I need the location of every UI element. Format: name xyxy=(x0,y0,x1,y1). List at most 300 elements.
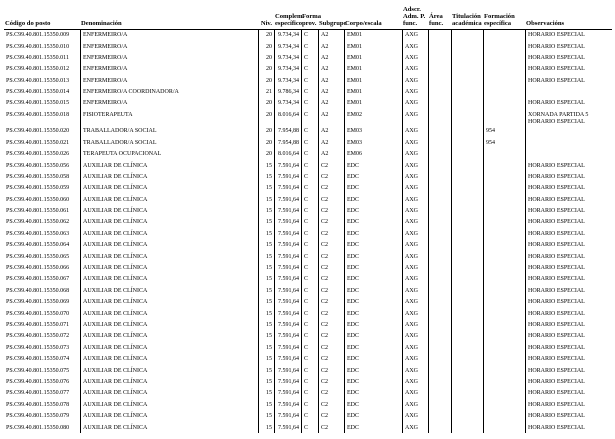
cell-denominacion: AUXILIAR DE CLÍNICA xyxy=(80,183,258,194)
cell-codigo: PS.C99.40.801.15350.059 xyxy=(6,185,70,192)
table-row xyxy=(4,308,612,319)
cell-forma: C xyxy=(301,342,318,353)
cell-adscr: AXG xyxy=(402,30,428,41)
cell-formacion xyxy=(483,217,525,228)
cell-titulacion xyxy=(451,399,483,410)
cell-titulacion xyxy=(451,422,483,433)
cell-codigo: PS.C99.40.801.15350.079 xyxy=(6,413,70,420)
column-header-formacion: Formación específica xyxy=(484,13,515,28)
cell-denominacion: AUXILIAR DE CLÍNICA xyxy=(80,388,258,399)
cell-denominacion: AUXILIAR DE CLÍNICA xyxy=(80,422,258,433)
cell-codigo: PS.C99.40.801.15350.014 xyxy=(6,89,70,96)
cell-area xyxy=(428,126,451,137)
cell-corpo: EM02 xyxy=(344,109,402,126)
cell-corpo: EDC xyxy=(344,388,402,399)
table-body xyxy=(4,30,612,434)
cell-complem: 7.591,64 xyxy=(274,206,301,217)
cell-formacion xyxy=(483,194,525,205)
cell-forma: C xyxy=(301,149,318,160)
cell-forma: C xyxy=(301,251,318,262)
cell-forma: C xyxy=(301,30,318,41)
cell-observacions: HORARIO ESPECIAL xyxy=(525,376,609,387)
cell-area xyxy=(428,87,451,98)
cell-niv: 20 xyxy=(258,41,274,52)
cell-adscr: AXG xyxy=(402,160,428,171)
cell-corpo: EDC xyxy=(344,251,402,262)
cell-corpo: EDC xyxy=(344,365,402,376)
cell-subgrupo: A2 xyxy=(318,126,344,137)
table-row xyxy=(4,206,612,217)
cell-forma: C xyxy=(301,87,318,98)
cell-niv: 15 xyxy=(258,365,274,376)
cell-titulacion xyxy=(451,137,483,148)
cell-complem: 9.734,34 xyxy=(274,41,301,52)
cell-area xyxy=(428,365,451,376)
cell-subgrupo: A2 xyxy=(318,64,344,75)
cell-niv: 15 xyxy=(258,183,274,194)
cell-observacions: HORARIO ESPECIAL xyxy=(525,206,609,217)
cell-formacion xyxy=(483,308,525,319)
cell-niv: 15 xyxy=(258,263,274,274)
cell-forma: C xyxy=(301,285,318,296)
cell-subgrupo: A2 xyxy=(318,98,344,109)
cell-denominacion: AUXILIAR DE CLÍNICA xyxy=(80,160,258,171)
cell-observacions: HORARIO ESPECIAL xyxy=(525,297,609,308)
cell-observacions: HORARIO ESPECIAL xyxy=(525,285,609,296)
cell-subgrupo: C2 xyxy=(318,160,344,171)
cell-titulacion xyxy=(451,52,483,63)
cell-observacions: HORARIO ESPECIAL xyxy=(525,399,609,410)
cell-area xyxy=(428,251,451,262)
cell-formacion xyxy=(483,41,525,52)
cell-niv: 15 xyxy=(258,160,274,171)
cell-complem: 7.591,64 xyxy=(274,171,301,182)
cell-complem: 7.591,64 xyxy=(274,399,301,410)
cell-area xyxy=(428,109,451,126)
cell-complem: 8.016,64 xyxy=(274,109,301,126)
cell-subgrupo: C2 xyxy=(318,388,344,399)
cell-area xyxy=(428,137,451,148)
cell-area xyxy=(428,285,451,296)
table-row xyxy=(4,285,612,296)
cell-subgrupo: C2 xyxy=(318,354,344,365)
table-row xyxy=(4,240,612,251)
cell-titulacion xyxy=(451,64,483,75)
cell-titulacion xyxy=(451,98,483,109)
cell-corpo: EM03 xyxy=(344,137,402,148)
cell-area xyxy=(428,274,451,285)
cell-codigo: PS.C99.40.801.15350.020 xyxy=(6,128,70,135)
cell-adscr: AXG xyxy=(402,263,428,274)
column-header-codigo: Código do posto xyxy=(5,20,51,28)
cell-observacions: HORARIO ESPECIAL xyxy=(525,388,609,399)
cell-codigo: PS.C99.40.801.15350.076 xyxy=(6,378,70,385)
cell-corpo: EDC xyxy=(344,240,402,251)
cell-niv: 20 xyxy=(258,30,274,41)
cell-formacion xyxy=(483,342,525,353)
cell-corpo: EDC xyxy=(344,160,402,171)
cell-adscr: AXG xyxy=(402,194,428,205)
cell-formacion xyxy=(483,251,525,262)
cell-formacion xyxy=(483,98,525,109)
cell-adscr: AXG xyxy=(402,376,428,387)
cell-forma: C xyxy=(301,297,318,308)
cell-denominacion: AUXILIAR DE CLÍNICA xyxy=(80,308,258,319)
cell-subgrupo: C2 xyxy=(318,263,344,274)
table-row xyxy=(4,365,612,376)
cell-complem: 7.591,64 xyxy=(274,297,301,308)
cell-complem: 7.954,88 xyxy=(274,137,301,148)
cell-formacion: 954 xyxy=(483,137,525,148)
cell-titulacion xyxy=(451,297,483,308)
cell-niv: 15 xyxy=(258,217,274,228)
cell-complem: 7.591,64 xyxy=(274,160,301,171)
cell-corpo: EDC xyxy=(344,411,402,422)
cell-titulacion xyxy=(451,183,483,194)
cell-formacion xyxy=(483,365,525,376)
cell-denominacion: AUXILIAR DE CLÍNICA xyxy=(80,217,258,228)
cell-observacions: HORARIO ESPECIAL xyxy=(525,75,609,86)
cell-codigo: PS.C99.40.801.15350.060 xyxy=(6,196,70,203)
cell-corpo: EDC xyxy=(344,285,402,296)
cell-complem: 7.591,64 xyxy=(274,240,301,251)
cell-denominacion: TRABALLADOR/A SOCIAL xyxy=(80,137,258,148)
cell-adscr: AXG xyxy=(402,75,428,86)
cell-complem: 7.591,64 xyxy=(274,251,301,262)
cell-formacion xyxy=(483,274,525,285)
cell-adscr: AXG xyxy=(402,41,428,52)
cell-corpo: EDC xyxy=(344,342,402,353)
cell-area xyxy=(428,171,451,182)
cell-adscr: AXG xyxy=(402,365,428,376)
cell-formacion xyxy=(483,354,525,365)
cell-titulacion xyxy=(451,319,483,330)
cell-subgrupo: C2 xyxy=(318,285,344,296)
cell-codigo: PS.C99.40.801.15350.026 xyxy=(6,151,70,158)
cell-forma: C xyxy=(301,52,318,63)
column-header-area: Área func. xyxy=(429,13,444,28)
cell-titulacion xyxy=(451,194,483,205)
cell-corpo: EDC xyxy=(344,354,402,365)
cell-complem: 7.591,64 xyxy=(274,319,301,330)
cell-codigo: PS.C99.40.801.15350.010 xyxy=(6,43,70,50)
cell-corpo: EDC xyxy=(344,319,402,330)
cell-niv: 15 xyxy=(258,194,274,205)
cell-observacions: HORARIO ESPECIAL xyxy=(525,98,609,109)
cell-niv: 15 xyxy=(258,228,274,239)
cell-observacions xyxy=(525,126,609,137)
cell-titulacion xyxy=(451,365,483,376)
cell-observacions xyxy=(525,87,609,98)
cell-observacions: HORARIO ESPECIAL xyxy=(525,41,609,52)
table-row xyxy=(4,274,612,285)
cell-formacion xyxy=(483,285,525,296)
cell-corpo: EM01 xyxy=(344,87,402,98)
cell-niv: 15 xyxy=(258,297,274,308)
cell-forma: C xyxy=(301,171,318,182)
cell-corpo: EM01 xyxy=(344,75,402,86)
cell-subgrupo: A2 xyxy=(318,75,344,86)
cell-observacions: HORARIO ESPECIAL xyxy=(525,64,609,75)
cell-observacions: HORARIO ESPECIAL xyxy=(525,194,609,205)
cell-complem: 7.591,64 xyxy=(274,376,301,387)
table-row xyxy=(4,171,612,182)
cell-titulacion xyxy=(451,75,483,86)
cell-niv: 15 xyxy=(258,388,274,399)
cell-codigo: PS.C99.40.801.15350.011 xyxy=(6,54,69,61)
cell-subgrupo: C2 xyxy=(318,422,344,433)
cell-subgrupo: C2 xyxy=(318,228,344,239)
cell-complem: 7.591,64 xyxy=(274,411,301,422)
cell-adscr: AXG xyxy=(402,274,428,285)
cell-niv: 15 xyxy=(258,399,274,410)
cell-subgrupo: C2 xyxy=(318,331,344,342)
cell-titulacion xyxy=(451,87,483,98)
table-row xyxy=(4,126,612,137)
cell-subgrupo: C2 xyxy=(318,365,344,376)
cell-forma: C xyxy=(301,75,318,86)
cell-niv: 15 xyxy=(258,376,274,387)
cell-area xyxy=(428,331,451,342)
cell-observacions: XORNADA PARTIDA 5 HORARIO ESPECIAL xyxy=(525,109,609,126)
cell-observacions: HORARIO ESPECIAL xyxy=(525,319,609,330)
cell-niv: 15 xyxy=(258,308,274,319)
cell-observacions: HORARIO ESPECIAL xyxy=(525,30,609,41)
cell-subgrupo: C2 xyxy=(318,183,344,194)
cell-niv: 15 xyxy=(258,206,274,217)
cell-formacion xyxy=(483,52,525,63)
cell-area xyxy=(428,308,451,319)
cell-complem: 7.591,64 xyxy=(274,342,301,353)
cell-adscr: AXG xyxy=(402,183,428,194)
cell-niv: 15 xyxy=(258,354,274,365)
table-row xyxy=(4,75,612,86)
cell-forma: C xyxy=(301,308,318,319)
cell-area xyxy=(428,263,451,274)
cell-corpo: EM01 xyxy=(344,41,402,52)
cell-formacion: 954 xyxy=(483,126,525,137)
cell-codigo: PS.C99.40.801.15350.067 xyxy=(6,276,70,283)
cell-corpo: EDC xyxy=(344,171,402,182)
cell-adscr: AXG xyxy=(402,285,428,296)
cell-codigo: PS.C99.40.801.15350.073 xyxy=(6,344,70,351)
cell-complem: 9.734,34 xyxy=(274,52,301,63)
cell-area xyxy=(428,240,451,251)
cell-forma: C xyxy=(301,194,318,205)
cell-niv: 15 xyxy=(258,251,274,262)
cell-adscr: AXG xyxy=(402,137,428,148)
column-header-subgrupo: Subgrupo xyxy=(319,20,347,28)
cell-subgrupo: A2 xyxy=(318,52,344,63)
cell-forma: C xyxy=(301,217,318,228)
cell-complem: 7.591,64 xyxy=(274,217,301,228)
cell-denominacion: ENFERMEIRO/A xyxy=(80,64,258,75)
cell-formacion xyxy=(483,64,525,75)
cell-area xyxy=(428,354,451,365)
cell-complem: 7.591,64 xyxy=(274,274,301,285)
cell-codigo: PS.C99.40.801.15350.071 xyxy=(6,321,70,328)
cell-formacion xyxy=(483,411,525,422)
cell-codigo: PS.C99.40.801.15350.064 xyxy=(6,242,70,249)
cell-subgrupo: A2 xyxy=(318,41,344,52)
cell-formacion xyxy=(483,422,525,433)
cell-adscr: AXG xyxy=(402,206,428,217)
cell-titulacion xyxy=(451,126,483,137)
column-header-niv: Niv. xyxy=(260,20,272,28)
cell-subgrupo: C2 xyxy=(318,319,344,330)
cell-titulacion xyxy=(451,388,483,399)
cell-denominacion: AUXILIAR DE CLÍNICA xyxy=(80,251,258,262)
cell-observacions: HORARIO ESPECIAL xyxy=(525,251,609,262)
cell-titulacion xyxy=(451,109,483,126)
cell-area xyxy=(428,98,451,109)
cell-area xyxy=(428,149,451,160)
cell-formacion xyxy=(483,75,525,86)
cell-corpo: EDC xyxy=(344,183,402,194)
cell-subgrupo: A2 xyxy=(318,87,344,98)
cell-denominacion: AUXILIAR DE CLÍNICA xyxy=(80,331,258,342)
cell-complem: 9.734,34 xyxy=(274,64,301,75)
cell-niv: 20 xyxy=(258,75,274,86)
cell-denominacion: AUXILIAR DE CLÍNICA xyxy=(80,274,258,285)
cell-codigo: PS.C99.40.801.15350.009 xyxy=(6,32,70,39)
cell-subgrupo: C2 xyxy=(318,206,344,217)
cell-subgrupo: C2 xyxy=(318,217,344,228)
cell-codigo: PS.C99.40.801.15350.018 xyxy=(6,111,70,118)
cell-denominacion: AUXILIAR DE CLÍNICA xyxy=(80,365,258,376)
cell-observacions: HORARIO ESPECIAL xyxy=(525,411,609,422)
cell-area xyxy=(428,228,451,239)
cell-forma: C xyxy=(301,160,318,171)
cell-observacions: HORARIO ESPECIAL xyxy=(525,342,609,353)
cell-denominacion: AUXILIAR DE CLÍNICA xyxy=(80,240,258,251)
cell-forma: C xyxy=(301,98,318,109)
cell-denominacion: ENFERMEIRO/A COORDINADOR/A xyxy=(80,87,258,98)
cell-observacions xyxy=(525,149,609,160)
cell-forma: C xyxy=(301,319,318,330)
cell-formacion xyxy=(483,240,525,251)
cell-titulacion xyxy=(451,342,483,353)
cell-titulacion xyxy=(451,206,483,217)
cell-complem: 7.591,64 xyxy=(274,194,301,205)
cell-titulacion xyxy=(451,160,483,171)
cell-denominacion: AUXILIAR DE CLÍNICA xyxy=(80,411,258,422)
cell-forma: C xyxy=(301,183,318,194)
cell-formacion xyxy=(483,160,525,171)
cell-complem: 7.591,64 xyxy=(274,331,301,342)
cell-titulacion xyxy=(451,411,483,422)
cell-formacion xyxy=(483,376,525,387)
cell-corpo: EM01 xyxy=(344,64,402,75)
cell-subgrupo: C2 xyxy=(318,399,344,410)
cell-niv: 20 xyxy=(258,52,274,63)
cell-adscr: AXG xyxy=(402,308,428,319)
table-row xyxy=(4,98,612,109)
cell-observacions: HORARIO ESPECIAL xyxy=(525,171,609,182)
cell-corpo: EM01 xyxy=(344,52,402,63)
cell-subgrupo: C2 xyxy=(318,308,344,319)
cell-codigo: PS.C99.40.801.15350.069 xyxy=(6,299,70,306)
cell-denominacion: AUXILIAR DE CLÍNICA xyxy=(80,319,258,330)
cell-area xyxy=(428,75,451,86)
column-header-denominacion: Denominación xyxy=(81,20,122,28)
cell-adscr: AXG xyxy=(402,342,428,353)
column-header-complem: Complem. específico xyxy=(275,13,305,28)
cell-forma: C xyxy=(301,126,318,137)
cell-adscr: AXG xyxy=(402,149,428,160)
cell-forma: C xyxy=(301,411,318,422)
cell-niv: 15 xyxy=(258,240,274,251)
cell-complem: 7.591,64 xyxy=(274,388,301,399)
cell-titulacion xyxy=(451,251,483,262)
cell-niv: 20 xyxy=(258,149,274,160)
column-header-forma: Forma prov. xyxy=(302,13,322,28)
table-row xyxy=(4,399,612,410)
cell-area xyxy=(428,319,451,330)
cell-subgrupo: C2 xyxy=(318,376,344,387)
cell-formacion xyxy=(483,109,525,126)
cell-subgrupo: C2 xyxy=(318,342,344,353)
cell-formacion xyxy=(483,206,525,217)
cell-niv: 15 xyxy=(258,274,274,285)
cell-complem: 8.016,64 xyxy=(274,149,301,160)
cell-forma: C xyxy=(301,137,318,148)
cell-denominacion: FISIOTERAPEUTA xyxy=(80,109,258,126)
table-row xyxy=(4,422,612,433)
cell-adscr: AXG xyxy=(402,354,428,365)
cell-observacions xyxy=(525,137,609,148)
cell-titulacion xyxy=(451,228,483,239)
cell-observacions: HORARIO ESPECIAL xyxy=(525,240,609,251)
cell-observacions: HORARIO ESPECIAL xyxy=(525,354,609,365)
table-row xyxy=(4,149,612,160)
cell-corpo: EDC xyxy=(344,263,402,274)
cell-complem: 7.591,64 xyxy=(274,354,301,365)
cell-codigo: PS.C99.40.801.15350.072 xyxy=(6,333,70,340)
cell-adscr: AXG xyxy=(402,126,428,137)
cell-denominacion: AUXILIAR DE CLÍNICA xyxy=(80,285,258,296)
cell-corpo: EDC xyxy=(344,331,402,342)
cell-denominacion: ENFERMEIRO/A xyxy=(80,30,258,41)
cell-adscr: AXG xyxy=(402,52,428,63)
table-row xyxy=(4,251,612,262)
cell-forma: C xyxy=(301,64,318,75)
cell-codigo: PS.C99.40.801.15350.015 xyxy=(6,100,70,107)
cell-area xyxy=(428,422,451,433)
cell-complem: 9.786,34 xyxy=(274,87,301,98)
cell-observacions: HORARIO ESPECIAL xyxy=(525,263,609,274)
rpt-table xyxy=(4,6,612,433)
cell-niv: 15 xyxy=(258,171,274,182)
cell-adscr: AXG xyxy=(402,411,428,422)
cell-subgrupo: C2 xyxy=(318,411,344,422)
cell-titulacion xyxy=(451,331,483,342)
cell-corpo: EDC xyxy=(344,217,402,228)
cell-titulacion xyxy=(451,41,483,52)
cell-observacions: HORARIO ESPECIAL xyxy=(525,422,609,433)
cell-denominacion: AUXILIAR DE CLÍNICA xyxy=(80,194,258,205)
cell-formacion xyxy=(483,388,525,399)
cell-titulacion xyxy=(451,308,483,319)
cell-adscr: AXG xyxy=(402,240,428,251)
cell-formacion xyxy=(483,399,525,410)
cell-subgrupo: C2 xyxy=(318,171,344,182)
cell-forma: C xyxy=(301,228,318,239)
cell-corpo: EDC xyxy=(344,274,402,285)
cell-codigo: PS.C99.40.801.15350.065 xyxy=(6,253,70,260)
cell-area xyxy=(428,342,451,353)
cell-adscr: AXG xyxy=(402,331,428,342)
